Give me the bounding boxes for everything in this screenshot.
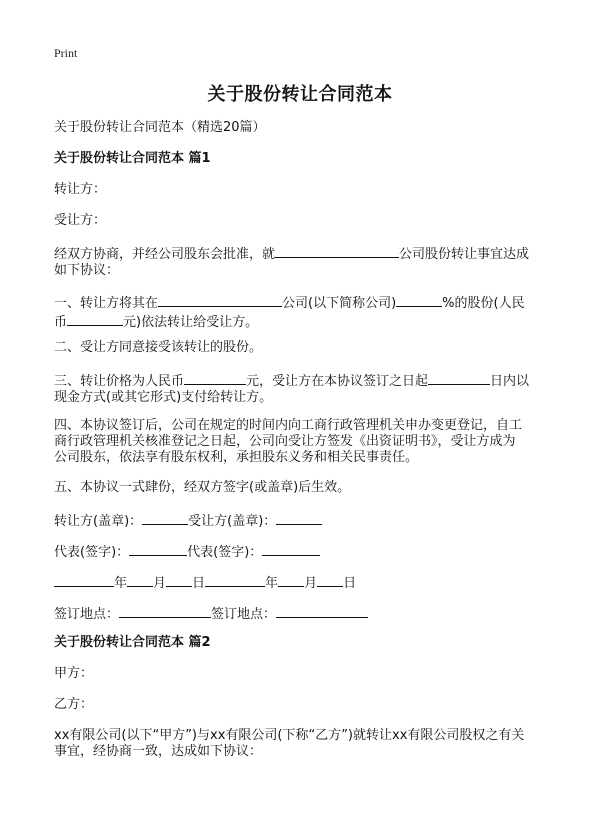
intro-text-c: 如下协议： — [54, 263, 120, 278]
year-blank-a — [54, 573, 114, 587]
section-2-intro-b: 事宜，经协商一致，达成如下协议： — [54, 744, 263, 759]
signing-place-label-b: 签订地点： — [211, 607, 277, 622]
transferor-seal-blank — [142, 511, 188, 525]
clause-2: 二、受让方同意接受该转让的股份。 — [54, 340, 263, 355]
clause-4 — [54, 418, 546, 480]
representative-line — [54, 542, 546, 573]
day-label-b: 日 — [343, 576, 357, 591]
transferor-seal-label: 转让方(盖章)： — [54, 514, 143, 529]
clause-1 — [54, 293, 546, 340]
clause-3-text-d: 现金方式(或其它形式)支付给转让方。 — [54, 390, 273, 405]
print-link[interactable]: Print — [54, 46, 78, 60]
transferee-line: 受让方： — [54, 213, 107, 228]
clause-3 — [54, 371, 546, 418]
clause-1-company-blank — [158, 293, 282, 307]
representative-blank-a — [129, 542, 187, 556]
clause-3-days-blank — [428, 371, 490, 385]
company-blank — [275, 244, 399, 258]
transferee-seal-blank — [276, 511, 322, 525]
clause-1-percent-blank — [396, 293, 442, 307]
intro-text-b: 公司股份转让事宜达成 — [399, 247, 530, 262]
clause-4-line-a: 四、本协议签订后，公司在规定的时间内向工商行政管理机关申办变更登记，自工 — [54, 418, 523, 433]
clause-3-text-a: 三、转让价格为人民币 — [54, 374, 185, 389]
day-label-a: 日 — [192, 576, 206, 591]
clause-1-text-a: 一、转让方将其在 — [54, 296, 159, 311]
representative-blank-b — [262, 542, 320, 556]
document-body — [54, 120, 546, 770]
section-2-intro-a: xx有限公司(以下“甲方”)与xx有限公司(下称“乙方”)就转让xx有限公司股权之有关 — [54, 728, 525, 743]
clause-5: 五、本协议一式肆份，经双方签字(或盖章)后生效。 — [54, 480, 351, 495]
clause-1-text-b: 公司(以下简称公司) — [282, 296, 397, 311]
clause-1-text-c: %的股份(人民 — [442, 296, 525, 311]
clause-4-line-b: 商行政管理机关核准登记之日起，公司向受让方签发《出资证明书》，受让方成为 — [54, 434, 516, 449]
year-label-b: 年 — [265, 576, 279, 591]
date-line — [54, 573, 546, 604]
clause-3-text-c: 日内以 — [490, 374, 530, 389]
intro-text-a: 经双方协商，并经公司股东会批准，就 — [54, 247, 276, 262]
day-blank-a — [166, 573, 192, 587]
year-label-a: 年 — [114, 576, 128, 591]
transferee-seal-label: 受让方(盖章)： — [188, 514, 277, 529]
party-a-line: 甲方： — [54, 666, 94, 681]
clause-3-price-blank — [184, 371, 246, 385]
month-label-b: 月 — [304, 576, 318, 591]
signing-place-blank-a — [119, 604, 211, 618]
year-blank-b — [205, 573, 265, 587]
day-blank-b — [317, 573, 343, 587]
signature-line — [54, 511, 546, 542]
section-heading-2: 关于股份转让合同范本 篇2 — [54, 635, 211, 650]
section-2-intro — [54, 728, 546, 770]
month-label-a: 月 — [153, 576, 167, 591]
intro-paragraph — [54, 244, 546, 293]
clause-1-text-e: 元)依法转让给受让方。 — [123, 315, 259, 330]
clause-3-text-b: 元，受让方在本协议签订之日起 — [246, 374, 429, 389]
month-blank-a — [127, 573, 153, 587]
clause-1-amount-blank — [67, 312, 123, 326]
document-title: 关于股份转让合同范本 — [207, 84, 393, 105]
section-heading-1: 关于股份转让合同范本 篇1 — [54, 151, 211, 166]
signing-place-blank-b — [276, 604, 368, 618]
representative-label-b: 代表(签字)： — [187, 545, 263, 560]
document-subtitle: 关于股份转让合同范本（精选20篇） — [54, 120, 266, 135]
clause-4-line-c: 公司股东，依法享有股东权利，承担股东义务和相关民事责任。 — [54, 450, 419, 465]
signing-place-label-a: 签订地点： — [54, 607, 120, 622]
party-b-line: 乙方： — [54, 697, 94, 712]
month-blank-b — [278, 573, 304, 587]
clause-1-text-d: 币 — [54, 315, 68, 330]
representative-label-a: 代表(签字)： — [54, 545, 130, 560]
transferor-line: 转让方： — [54, 182, 107, 197]
signing-place-line — [54, 604, 546, 635]
